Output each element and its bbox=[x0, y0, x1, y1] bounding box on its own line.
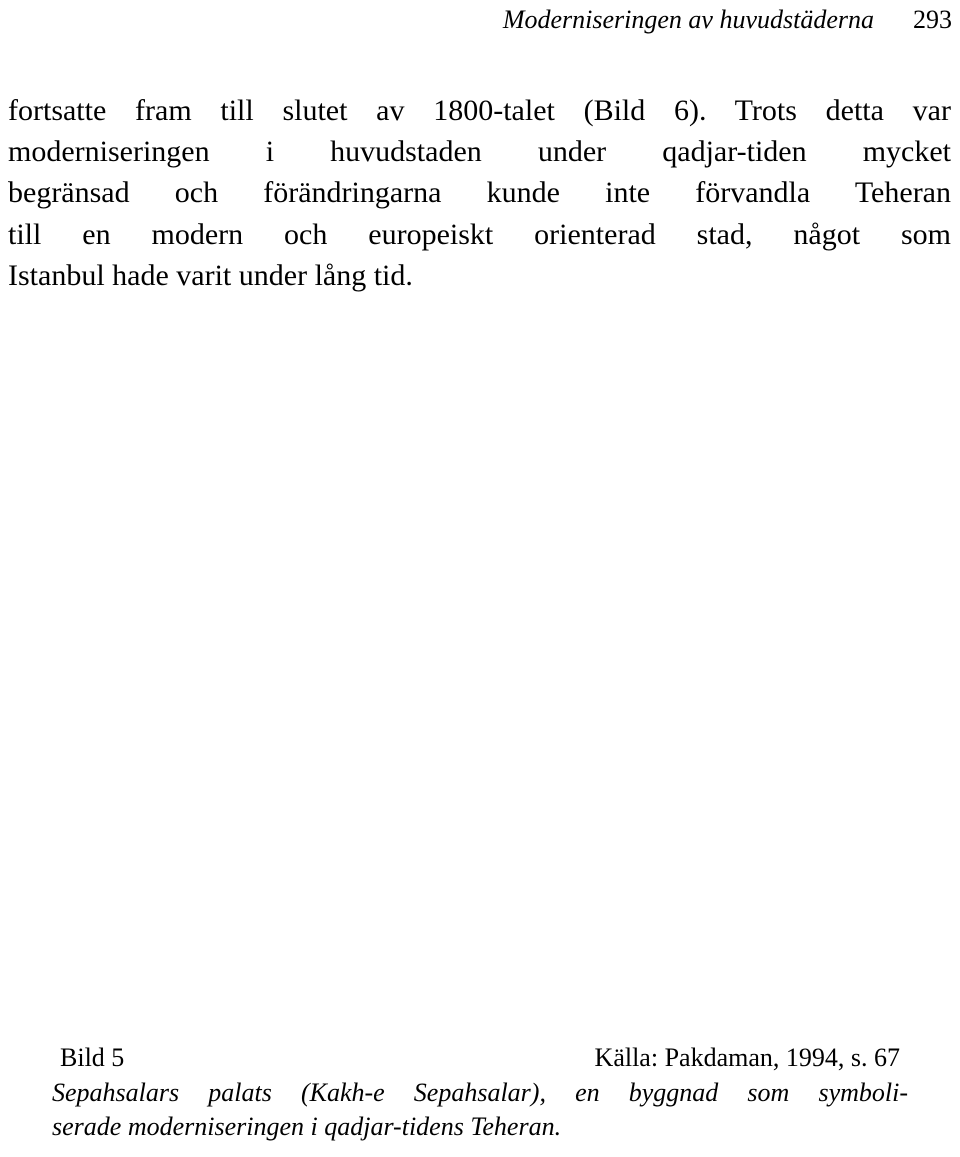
page-number: 293 bbox=[913, 5, 952, 34]
body-line: till en modern och europeiskt orienterad stad, något som bbox=[8, 217, 951, 251]
body-line: moderniseringen i huvudstaden under qadjar-tiden mycket bbox=[8, 135, 951, 169]
running-header bbox=[0, 2, 952, 38]
caption-line: Sepahsalars palats (Kakh-e Sepahsalar), en byggnad som symboli- bbox=[52, 1078, 908, 1107]
body-line: begränsad och förändringarna kunde inte förvandla Teheran bbox=[8, 176, 951, 210]
figure-source: Källa: Pakdaman, 1994, s. 67 bbox=[594, 1043, 900, 1072]
running-title: Moderniseringen av huvudstäderna bbox=[502, 5, 874, 34]
caption-line: serade moderniseringen i qadjar-tidens Teheran. bbox=[52, 1112, 562, 1141]
caption-labels bbox=[52, 1040, 908, 1076]
figure-label: Bild 5 bbox=[60, 1043, 125, 1072]
figure-image-area bbox=[52, 330, 908, 1030]
figure-caption bbox=[52, 1040, 908, 1144]
caption-text bbox=[52, 1076, 908, 1144]
body-paragraph bbox=[8, 90, 951, 296]
body-line: Istanbul hade varit under lång tid. bbox=[8, 258, 413, 292]
body-line: fortsatte fram till slutet av 1800-talet (Bild 6). Trots detta var bbox=[8, 94, 951, 127]
